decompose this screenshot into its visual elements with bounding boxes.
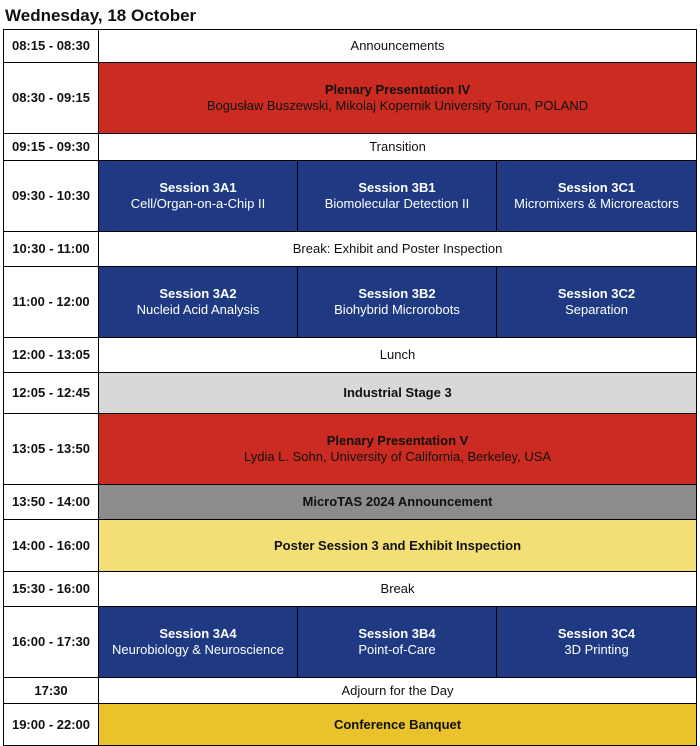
time-cell: 15:30 - 16:00 (4, 572, 99, 607)
schedule-row (4, 414, 697, 485)
event-plenary-iv (99, 63, 697, 134)
session-title: Session 3C4 (557, 626, 636, 641)
schedule-row (4, 30, 697, 63)
time-cell: 09:30 - 10:30 (4, 161, 99, 232)
session-subtitle: 3D Printing (564, 642, 629, 657)
event-title: Plenary Presentation V (326, 433, 469, 448)
session-3c1 (497, 161, 697, 232)
event-subtitle: Bogusław Buszewski, Mikolaj Kopernik University Torun, POLAND (206, 98, 589, 113)
event-lunch: Lunch (99, 338, 697, 373)
time-cell: 19:00 - 22:00 (4, 704, 99, 746)
session-subtitle: Point-of-Care (358, 642, 436, 657)
session-3b4 (298, 607, 497, 678)
session-3a2 (99, 267, 298, 338)
event-adjourn: Adjourn for the Day (99, 678, 697, 704)
schedule-row (4, 373, 697, 414)
time-cell: 11:00 - 12:00 (4, 267, 99, 338)
session-title: Session 3B4 (358, 626, 436, 641)
schedule-row (4, 678, 697, 704)
event-announcements: Announcements (99, 30, 697, 63)
event-break: Break (99, 572, 697, 607)
session-subtitle: Biohybrid Microrobots (334, 302, 460, 317)
time-cell: 08:15 - 08:30 (4, 30, 99, 63)
schedule-row (4, 338, 697, 373)
session-title: Session 3A4 (159, 626, 237, 641)
event-poster-session: Poster Session 3 and Exhibit Inspection (99, 520, 697, 572)
session-title: Session 3B2 (358, 286, 436, 301)
schedule-row (4, 572, 697, 607)
time-cell: 13:05 - 13:50 (4, 414, 99, 485)
time-cell: 12:05 - 12:45 (4, 373, 99, 414)
session-subtitle: Biomolecular Detection II (324, 196, 470, 211)
event-microtas-announcement: MicroTAS 2024 Announcement (99, 485, 697, 520)
event-transition: Transition (99, 134, 697, 161)
schedule-row (4, 161, 697, 232)
schedule-row (4, 520, 697, 572)
session-3a1 (99, 161, 298, 232)
session-subtitle: Cell/Organ-on-a-Chip II (130, 196, 266, 211)
schedule-row (4, 704, 697, 746)
session-title: Session 3C1 (557, 180, 636, 195)
schedule-row (4, 607, 697, 678)
event-title: Plenary Presentation IV (324, 82, 471, 97)
schedule-row (4, 485, 697, 520)
schedule-row (4, 63, 697, 134)
time-cell: 13:50 - 14:00 (4, 485, 99, 520)
time-cell: 12:00 - 13:05 (4, 338, 99, 373)
time-cell: 16:00 - 17:30 (4, 607, 99, 678)
session-3c4 (497, 607, 697, 678)
session-3b1 (298, 161, 497, 232)
time-cell: 14:00 - 16:00 (4, 520, 99, 572)
session-title: Session 3A2 (159, 286, 237, 301)
schedule-row (4, 232, 697, 267)
time-cell: 17:30 (4, 678, 99, 704)
event-plenary-v (99, 414, 697, 485)
schedule-table (3, 29, 697, 746)
session-title: Session 3C2 (557, 286, 636, 301)
session-3a4 (99, 607, 298, 678)
time-cell: 08:30 - 09:15 (4, 63, 99, 134)
session-title: Session 3B1 (358, 180, 436, 195)
session-3c2 (497, 267, 697, 338)
time-cell: 09:15 - 09:30 (4, 134, 99, 161)
session-title: Session 3A1 (159, 180, 237, 195)
session-subtitle: Nucleid Acid Analysis (136, 302, 260, 317)
page-title: Wednesday, 18 October (5, 6, 197, 25)
event-break-exhibit: Break: Exhibit and Poster Inspection (99, 232, 697, 267)
schedule-row (4, 267, 697, 338)
session-3b2 (298, 267, 497, 338)
time-cell: 10:30 - 11:00 (4, 232, 99, 267)
event-banquet: Conference Banquet (99, 704, 697, 746)
schedule-row (4, 134, 697, 161)
event-subtitle: Lydia L. Sohn, University of California, Berkeley, USA (243, 449, 552, 464)
session-subtitle: Neurobiology & Neuroscience (112, 642, 284, 657)
event-industrial-stage: Industrial Stage 3 (99, 373, 697, 414)
session-subtitle: Micromixers & Microreactors (514, 196, 679, 211)
session-subtitle: Separation (565, 302, 628, 317)
